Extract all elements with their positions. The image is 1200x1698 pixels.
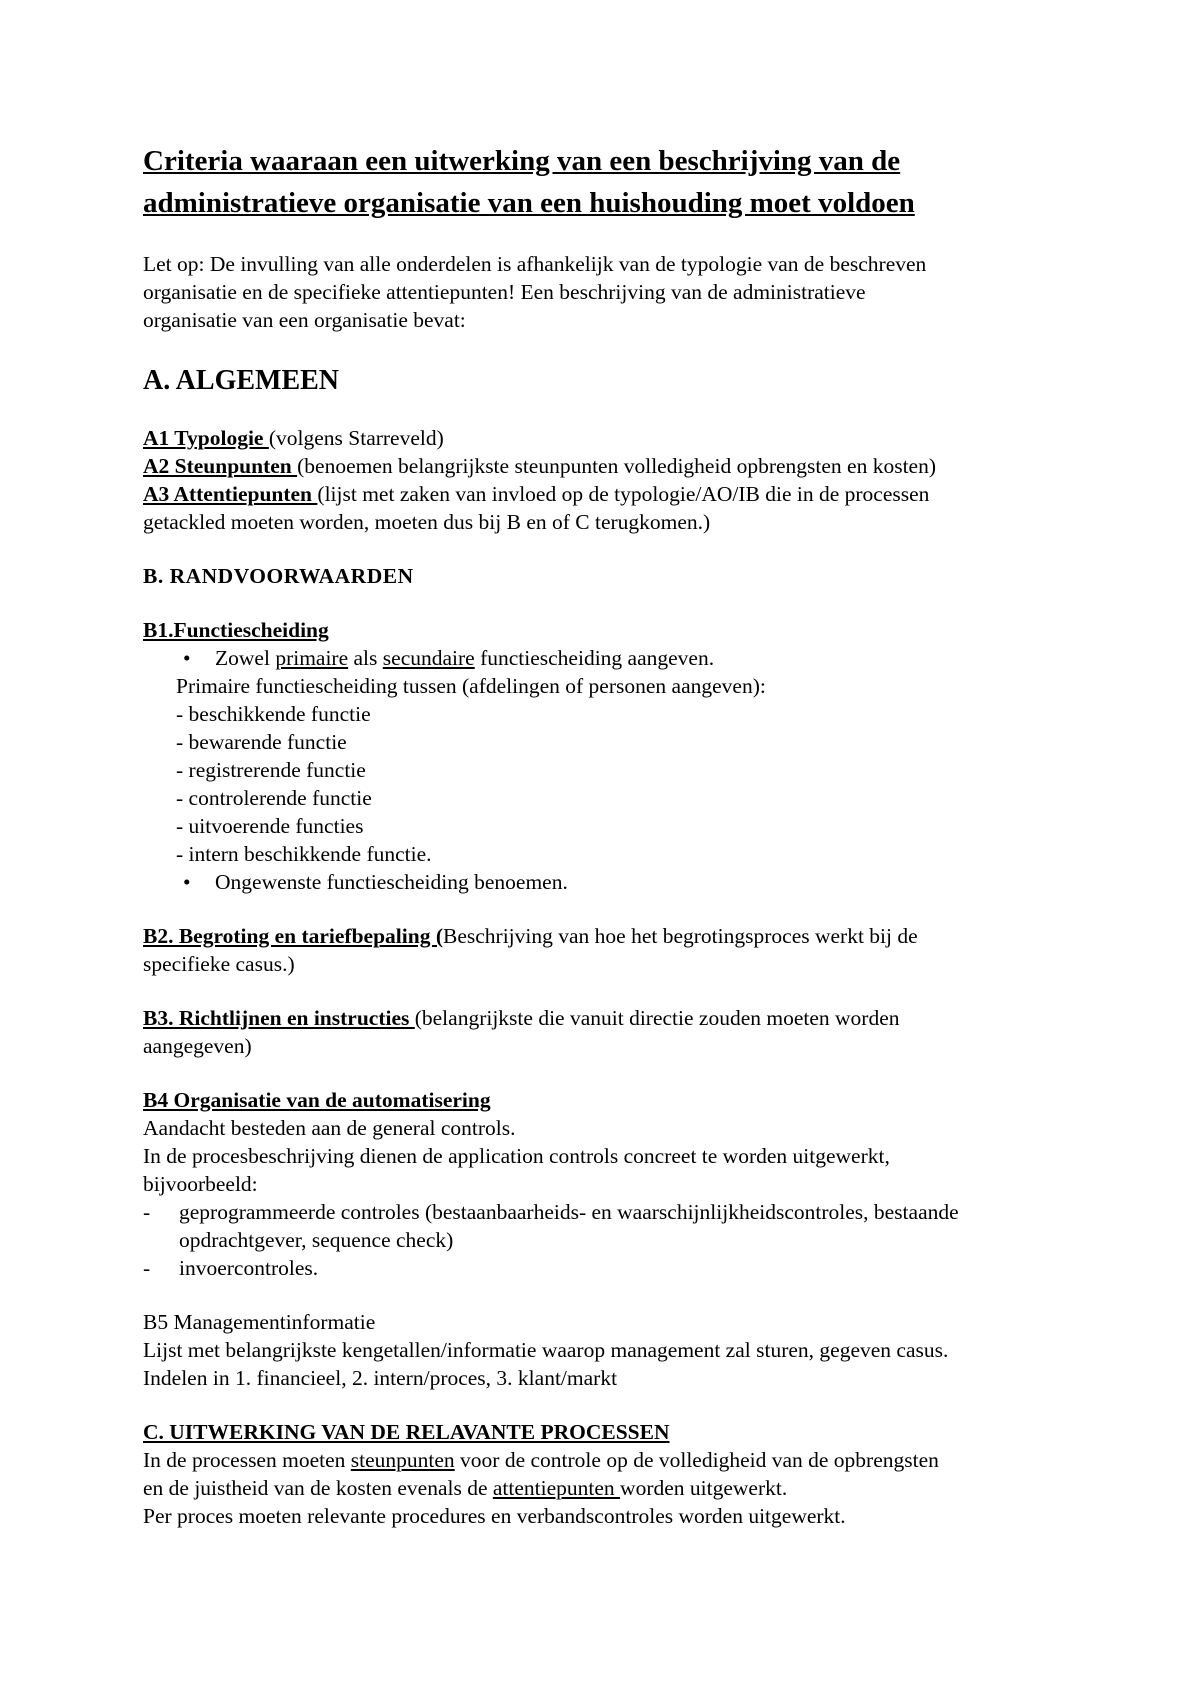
title-line-1: Criteria waaraan een uitwerking van een beschrijving van de [143,145,901,177]
b1-bullet-1-post: functiescheiding aangeven. [474,646,715,670]
b3-text-2: aangegeven) [143,1034,252,1058]
section-a-heading: A. ALGEMEEN [143,365,340,396]
title-line-2: administratieve organisatie van een huishouding moet voldoen [143,187,915,219]
a2-label: A2 Steunpunten [143,454,298,478]
b3-text: (belangrijkste die vanuit directie zouden moeten worden [414,1006,900,1030]
b5-line-1: Lijst met belangrijkste kengetallen/informatie waarop management zal sturen, gegeven casus. [143,1338,949,1362]
function-item: - bewarende functie [176,730,347,754]
a1-text: (volgens Starreveld) [268,426,444,450]
section-c-line-1-pre: In de processen moeten [143,1448,351,1472]
b4-item-2: invoercontroles. [179,1256,319,1280]
b4-line-1: Aandacht besteden aan de general controls. [143,1116,516,1140]
b2-text: Beschrijving van hoe het begrotingsproces werkt bij de [443,924,918,948]
b1-bullet-1-mid: als [348,646,383,670]
b1-bullet-1-pre: Zowel [215,646,276,670]
dash-marker: - [143,1200,151,1224]
b1-primary-intro: Primaire functiescheiding tussen (afdelingen of personen aangeven): [176,674,766,698]
section-b-heading: B. RANDVOORWAARDEN [143,564,414,588]
section-c-line-2 [143,1474,1083,1502]
b1-bullet-2-text: Ongewenste functiescheiding benoemen. [215,870,568,894]
b5-label: B5 Managementinformatie [143,1310,376,1334]
b4-line-3: bijvoorbeeld: [143,1172,258,1196]
b4-dash-item-1 [143,1198,1083,1254]
section-c-line-1-post: voor de controle op de volledigheid van de opbrengsten [454,1448,939,1472]
function-item: - registrerende functie [176,758,366,782]
a3-label: A3 Attentiepunten [143,482,318,506]
function-item: - beschikkende functie [176,702,371,726]
function-item: - uitvoerende functies [176,814,364,838]
section-c-line-2-post: worden uitgewerkt. [620,1476,788,1500]
b1-bullet-2 [143,868,1083,896]
intro-line-2: organisatie en de specifieke attentiepunten! Een beschrijving van de administratieve [143,280,866,304]
document-page [143,140,1083,1530]
b2-label: B2. Begroting en tariefbepaling ( [143,924,443,948]
section-c-line-2-pre: en de juistheid van de kosten evenals de [143,1476,493,1500]
a2-text: (benoemen belangrijkste steunpunten volledigheid opbrengsten en kosten) [297,454,936,478]
b1-bullet-1 [143,644,1083,672]
dash-marker: - [143,1256,151,1280]
b3-label: B3. Richtlijnen en instructies [143,1006,415,1030]
section-a-items [143,424,1083,536]
function-item: - intern beschikkende functie. [176,842,432,866]
b4-dash-item-2 [143,1254,1083,1282]
b5-line-2: Indelen in 1. financieel, 2. intern/proces, 3. klant/markt [143,1366,618,1390]
document-title [143,140,1083,224]
section-c-line-1 [143,1446,1083,1474]
section-c-attentiepunten: attentiepunten [492,1476,621,1500]
section-c-line-3: Per proces moeten relevante procedures en verbandscontroles worden uitgewerkt. [143,1504,846,1528]
intro-paragraph [143,250,1083,334]
b1-bullet-1-secundaire: secundaire [382,646,475,670]
a3-text: (lijst met zaken van invloed op de typologie/AO/IB die in de processen [317,482,930,506]
bullet-icon: • [183,646,191,670]
b2-paragraph [143,922,1083,978]
b3-paragraph [143,1004,1083,1060]
section-c-steunpunten: steunpunten [350,1448,455,1472]
intro-line-3: organisatie van een organisatie bevat: [143,308,466,332]
b4-item-1-line-2: opdrachtgever, sequence check) [179,1228,454,1252]
intro-line-1: Let op: De invulling van alle onderdelen is afhankelijk van de typologie van de beschreven [143,252,927,276]
b4-line-2: In de procesbeschrijving dienen de application controls concreet te worden uitgewerkt, [143,1144,890,1168]
a1-label: A1 Typologie [143,426,269,450]
section-c-heading: C. UITWERKING VAN DE RELAVANTE PROCESSEN [143,1420,670,1444]
function-item: - controlerende functie [176,786,372,810]
b4-item-1-line-1: geprogrammeerde controles (bestaanbaarheids- en waarschijnlijkheidscontroles, bestaande [179,1200,959,1224]
b4-label: B4 Organisatie van de automatisering [143,1088,491,1112]
bullet-icon: • [183,870,191,894]
b1-bullet-1-primaire: primaire [275,646,349,670]
b1-label: B1.Functiescheiding [143,618,329,642]
b2-text-2: specifieke casus.) [143,952,295,976]
a3-text-2: getackled moeten worden, moeten dus bij B en of C terugkomen.) [143,510,711,534]
